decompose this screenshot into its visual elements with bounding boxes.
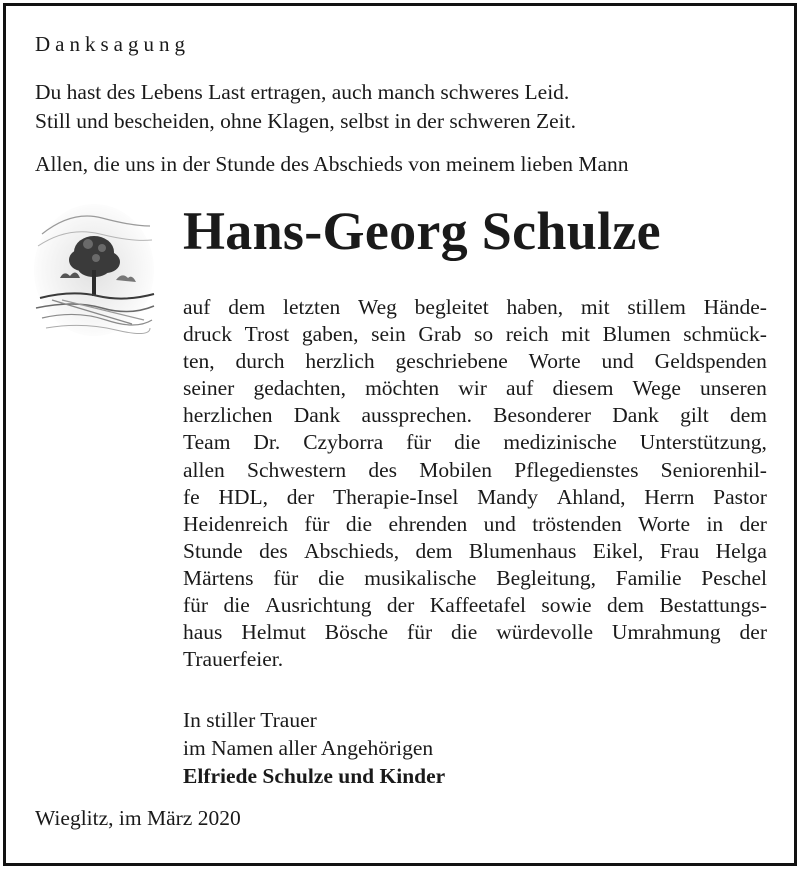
body-word: mit (580, 295, 610, 319)
body-word: musikalische (364, 565, 477, 590)
body-word: Worte (638, 511, 691, 536)
body-word: Dank (293, 403, 341, 428)
body-word: HDL, (218, 484, 269, 509)
body-word: Weg (358, 295, 397, 319)
body-word: Mandy (477, 484, 539, 509)
body-word: für (406, 430, 432, 455)
body-word: Frau (659, 538, 700, 563)
body-word: Schwestern (247, 457, 347, 482)
body-word: stillem (627, 295, 686, 319)
body-word: dem (607, 593, 645, 618)
body-word: dem (729, 403, 767, 428)
body-word: reich (505, 322, 549, 347)
body-word: allen (183, 457, 225, 482)
body-word: Pflegedienstes (514, 457, 639, 482)
body-word: Mobilen (419, 457, 493, 482)
body-word: Bestattungs- (659, 593, 767, 618)
body-line (183, 375, 767, 402)
body-word: Kaffeetafel (429, 593, 527, 618)
body-word: so (473, 322, 494, 347)
body-word: für (304, 511, 330, 536)
body-word: gedachten, (253, 376, 346, 401)
body-word: Grab (418, 322, 462, 347)
body-word: Familie (615, 565, 682, 590)
body-word: Seniorenhil- (660, 457, 767, 482)
body-word: Worte (528, 349, 581, 374)
body-word: Umrahmung (611, 620, 721, 645)
body-line (183, 565, 767, 592)
body-line (183, 429, 767, 456)
body-word: letzten (282, 295, 341, 319)
body-word: herzlich (305, 349, 375, 374)
body-line (183, 484, 767, 511)
body-word: Hände- (703, 295, 767, 319)
body-word: geschriebene (395, 349, 508, 374)
body-word: der (386, 593, 415, 618)
body-word: druck (183, 322, 232, 347)
body-word: haben, (506, 295, 564, 319)
body-word: aussprechen. (361, 403, 472, 428)
body-word: begleitet (414, 295, 489, 319)
body-word: Bösche (324, 620, 389, 645)
body-line (183, 457, 767, 484)
body-word: Peschel (701, 565, 767, 590)
body-word: medizinische (503, 430, 617, 455)
verse-line-1: Du hast des Lebens Last ertragen, auch manch schweres Leid. (35, 80, 570, 104)
body-word: ehrenden (388, 511, 468, 536)
body-word: die (345, 511, 373, 536)
body-word: in (706, 511, 724, 536)
body-word: dem (228, 295, 266, 319)
body-word: Blumenhaus (468, 538, 577, 563)
body-word: Blumen (602, 322, 671, 347)
body-word: der (286, 484, 315, 509)
body-word: dem (415, 538, 453, 563)
body-word: des (368, 457, 397, 482)
body-word: die (318, 565, 345, 590)
body-word: Trost (244, 322, 290, 347)
body-word: Ausrichtung (265, 593, 372, 618)
body-word: haus (183, 620, 223, 645)
body-word: würdevolle (496, 620, 593, 645)
body-word: Helga (715, 538, 767, 563)
closing-line-2: im Namen aller Angehörigen (183, 736, 434, 760)
place-date: Wieglitz, im März 2020 (35, 806, 241, 830)
body-word: tröstenden (532, 511, 622, 536)
body-word: Helmut (241, 620, 306, 645)
body-line (183, 592, 767, 619)
body-word: Abschieds, (304, 538, 400, 563)
body-word: möchten (365, 376, 440, 401)
body-word: auf (183, 295, 211, 319)
body-word: gilt (680, 403, 709, 428)
body-word: wir (458, 376, 487, 401)
signature: Elfriede Schulze und Kinder (183, 764, 446, 788)
body-word: Stunde (183, 538, 243, 563)
body-word: gaben, (301, 322, 359, 347)
body-line (183, 294, 767, 321)
body-word: seiner (183, 376, 235, 401)
body-word: diesem (552, 376, 614, 401)
body-word: auf (505, 376, 534, 401)
body-word: ten, (183, 349, 215, 374)
body-word: Ahland, (556, 484, 626, 509)
tree-landscape-sketch-icon (32, 196, 156, 344)
body-line (183, 402, 767, 429)
body-word: sowie (541, 593, 592, 618)
body-word: schmück- (683, 322, 767, 347)
body-word: Dr. (253, 430, 281, 455)
body-word: Unterstützung, (639, 430, 767, 455)
body-word: Besonderer (493, 403, 592, 428)
body-word: unseren (700, 376, 767, 401)
body-line (183, 646, 767, 673)
body-word: Heidenreich (183, 511, 289, 536)
body-word: Trauerfeier. (183, 647, 284, 672)
body-word: und (483, 511, 516, 536)
body-word: für (183, 593, 209, 618)
verse-line-2: Still und bescheiden, ohne Klagen, selbst in der schweren Zeit. (35, 109, 576, 133)
body-word: sein (371, 322, 406, 347)
body-word: des (259, 538, 288, 563)
body-word: mit (561, 322, 590, 347)
body-word: Pastor (713, 484, 767, 509)
body-word: die (223, 593, 250, 618)
body-word: die (454, 430, 481, 455)
heading: Danksagung (35, 32, 190, 56)
body-line (183, 538, 767, 565)
body-word: und (601, 349, 634, 374)
deceased-name: Hans-Georg Schulze (183, 201, 661, 261)
body-word: herzlichen (183, 403, 273, 428)
body-word: der (739, 620, 767, 645)
body-word: Begleitung, (496, 565, 596, 590)
body-line (183, 348, 767, 375)
body-line (183, 619, 767, 646)
body-word: Märtens (183, 565, 254, 590)
body-line (183, 511, 767, 538)
verse (35, 78, 576, 136)
body-line (183, 321, 767, 348)
intro-line: Allen, die uns in der Stunde des Abschieds von meinem lieben Mann (35, 152, 629, 176)
body-text (183, 294, 767, 673)
closing (183, 706, 445, 790)
body-word: der (739, 511, 767, 536)
body-word: Geldspenden (654, 349, 767, 374)
body-word: für (273, 565, 299, 590)
body-word: Team (183, 430, 231, 455)
closing-line-1: In stiller Trauer (183, 708, 317, 732)
body-word: für (407, 620, 433, 645)
body-word: Czyborra (303, 430, 384, 455)
body-word: Herrn (644, 484, 695, 509)
body-word: Therapie-Insel (333, 484, 459, 509)
body-word: Dank (612, 403, 659, 428)
body-word: fe (183, 484, 200, 509)
body-word: durch (235, 349, 285, 374)
body-word: Wege (632, 376, 681, 401)
body-word: die (451, 620, 478, 645)
body-word: Eikel, (592, 538, 644, 563)
